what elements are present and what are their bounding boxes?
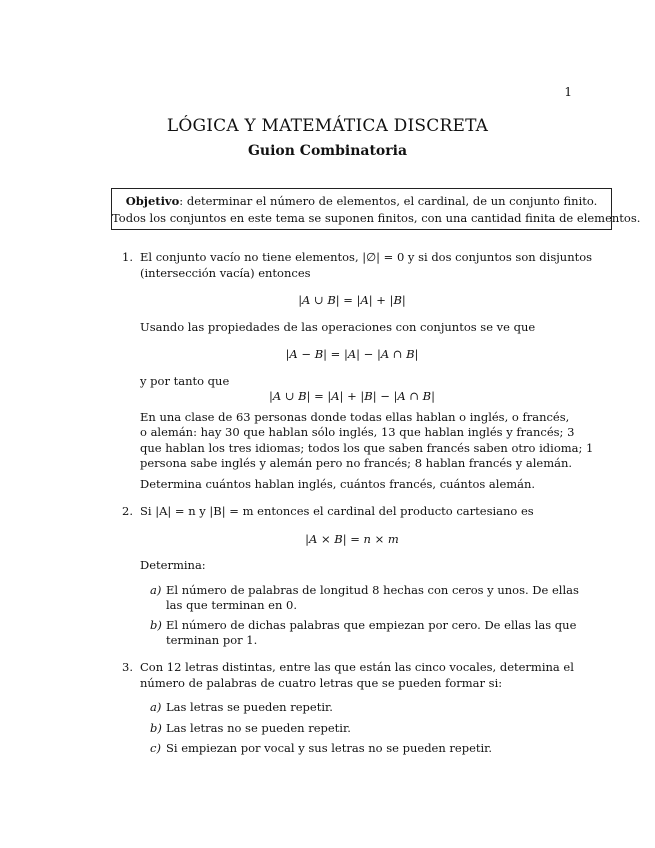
objective-text: : determinar el número de elementos, el cardinal, de un conjunto finito. xyxy=(179,194,598,208)
exercise-2-part-b-line-1: El número de dichas palabras que empiezan por cero. De ellas las que xyxy=(166,617,577,632)
exercise-1-number: 1. xyxy=(122,250,133,264)
part-a-marker: a) xyxy=(150,582,162,597)
exercise-2-part-a-line-2: las que terminan en 0. xyxy=(166,598,297,612)
objective-label: Objetivo xyxy=(125,194,180,208)
exercise-3-part-c xyxy=(150,741,564,757)
exercise-2-part-b xyxy=(150,617,577,649)
equation-cartesian-product: |A × B| = n × m xyxy=(305,531,399,546)
exercise-2-determina: Determina: xyxy=(140,558,206,572)
equation-difference: |A − B| = |A| − |A ∩ B| xyxy=(285,347,419,361)
exercise-1-body xyxy=(140,250,594,492)
objective-line-1 xyxy=(112,193,611,210)
objective-box xyxy=(111,188,641,230)
exercise-2-body xyxy=(140,504,579,649)
exercise-3-part-c-text: Si empiezan por vocal y sus letras no se pueden repetir. xyxy=(166,741,493,755)
objective-line-2: Todos los conjuntos en este tema se suponen finitos, con una cantidad finita de elementos. xyxy=(112,211,641,225)
exercise-2 xyxy=(122,504,579,649)
part-b-marker: b) xyxy=(150,720,162,735)
exercise-3-part-a-text: Las letras se pueden repetir. xyxy=(166,700,333,714)
page-number: 1 xyxy=(564,85,572,99)
part-c-marker: c) xyxy=(150,741,161,755)
exercise-2-part-a-line-1: El número de palabras de longitud 8 hechas con ceros y unos. De ellas xyxy=(166,582,579,597)
exercise-2-intro: Si |A| = n y |B| = m entonces el cardinal del producto cartesiano es xyxy=(140,504,534,518)
exercise-2-number: 2. xyxy=(122,504,133,518)
exercise-1-intro-line-1: El conjunto vacío no tiene elementos, |∅| = 0 y si dos conjuntos son disjuntos xyxy=(140,250,593,264)
document-title: LÓGICA Y MATEMÁTICA DISCRETA xyxy=(166,116,489,136)
exercise-2-part-b-line-2: terminan por 1. xyxy=(166,633,258,647)
equation-inclusion-exclusion: |A ∪ B| = |A| + |B| − |A ∩ B| xyxy=(269,389,435,403)
exercise-1 xyxy=(122,250,594,492)
exercise-3-number: 3. xyxy=(122,660,133,674)
exercise-1-problem-line-3: que hablan los tres idiomas; todos los que saben francés saben otro idioma; 1 xyxy=(140,440,594,455)
exercise-3-part-b xyxy=(150,720,564,737)
exercise-3-body xyxy=(140,660,574,757)
document-subtitle: Guion Combinatoria xyxy=(247,143,408,159)
exercise-3-part-a xyxy=(150,700,564,716)
exercise-1-question: Determina cuántos hablan inglés, cuántos francés, cuántos alemán. xyxy=(140,476,536,491)
exercise-3-intro-line-1: Con 12 letras distintas, entre las que están las cinco vocales, determina el xyxy=(140,660,574,674)
exercise-1-problem-line-2: o alemán: hay 30 que hablan sólo inglés, 13 que hablan inglés y francés; 3 xyxy=(140,425,575,439)
part-a-marker: a) xyxy=(150,700,162,714)
exercise-2-part-a xyxy=(150,582,579,614)
exercise-1-problem-line-4: persona sabe inglés y alemán pero no francés; 8 hablan francés y alemán. xyxy=(140,456,573,470)
exercise-1-intro-line-2: (intersección vacía) entonces xyxy=(140,265,311,280)
exercise-1-text-2: Usando las propiedades de las operaciones con conjuntos se ve que xyxy=(140,319,536,334)
exercise-3-part-b-text: Las letras no se pueden repetir. xyxy=(166,720,351,735)
exercise-3-intro-line-2: número de palabras de cuatro letras que se pueden formar si: xyxy=(140,675,503,690)
exercise-3 xyxy=(122,660,574,757)
equation-union-disjoint: |A ∪ B| = |A| + |B| xyxy=(298,293,406,307)
exercise-1-problem-line-1: En una clase de 63 personas donde todas ellas hablan o inglés, o francés, xyxy=(140,409,570,424)
part-b-marker: b) xyxy=(150,617,162,632)
exercise-1-text-3: y por tanto que xyxy=(140,373,230,388)
